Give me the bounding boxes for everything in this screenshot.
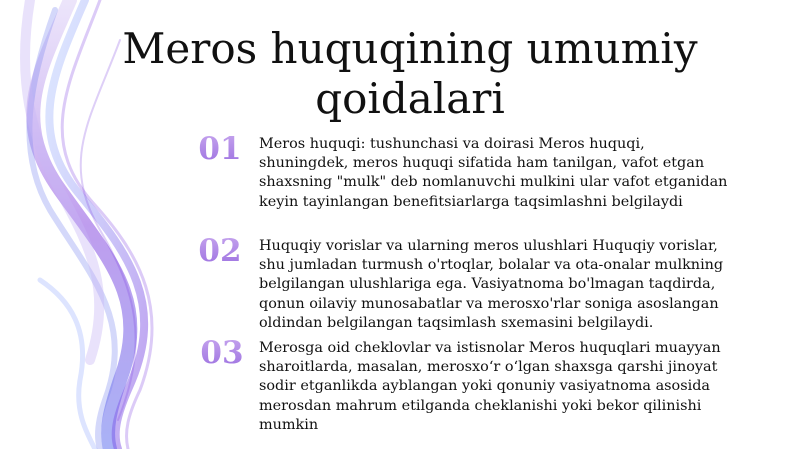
slide-title: Meros huquqining umumiy qoidalari xyxy=(122,24,698,123)
item-number: 01 xyxy=(196,131,244,167)
item-text: Huquqiy vorislar va ularning meros ulushlari Huquqiy vorislar, shu jumladan turmush o'rtoqlar, bolalar va ota-onalar mulkning belgilangan ulushlariga ega. Vasiyatnoma bo'lmagan taqdirda, qonun oilaviy munosabatlar va merosxo'rlar soniga asoslangan oldindan belgilangan taqsimlash sxemasini belgilaydi. xyxy=(259,238,724,331)
item-text: Merosga oid cheklovlar va istisnolar Meros huquqlari muayyan sharoitlarda, masalan, merosxo‘r o‘lgan shaxsga qarshi jinoyat sodir etganlikda ayblangan yoki qonuniy vasiyatnoma asosida merosdan mahrum etilganda cheklanishi yoki bekor qilinishi mumkin xyxy=(259,340,721,433)
item-text: Meros huquqi: tushunchasi va doirasi Meros huquqi, shuningdek, meros huquqi sifatida ham tanilgan, vafot etgan shaxsning "mulk" deb nomlanuvchi mulkini ular vafot etganidan keyin tayinlangan benefitsiarlarga taqsimlashni belgilaydi xyxy=(259,136,728,210)
item-number: 02 xyxy=(196,233,244,269)
item-number: 03 xyxy=(198,335,246,371)
